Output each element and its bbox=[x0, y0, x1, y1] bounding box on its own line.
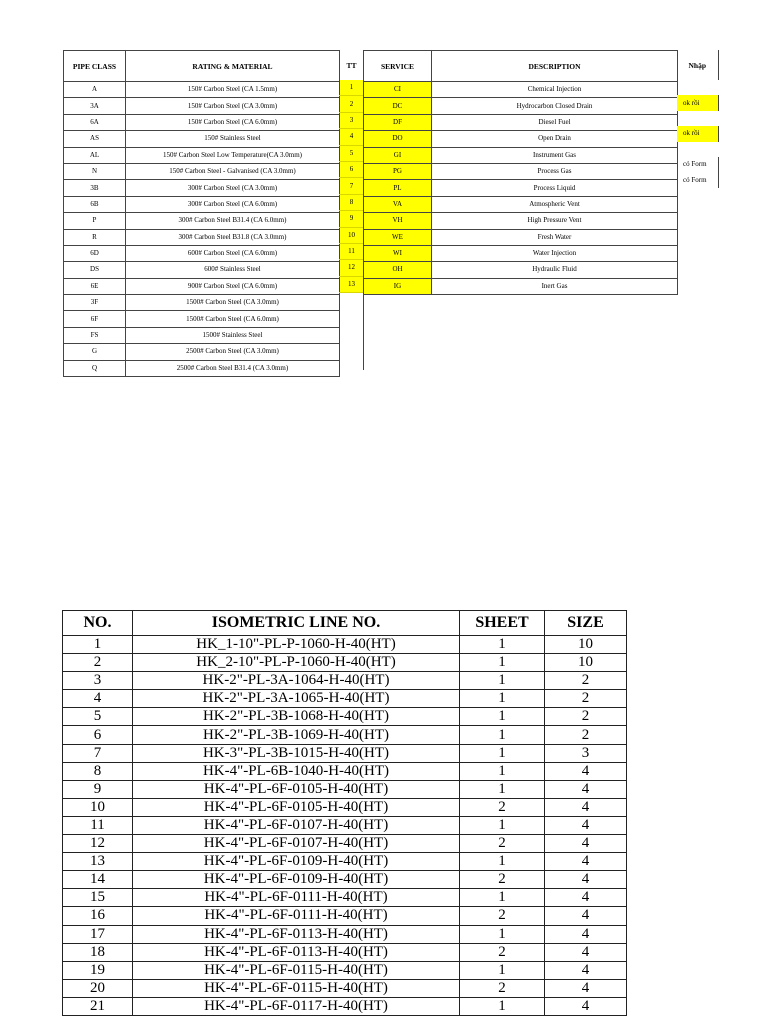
iso-size: 4 bbox=[545, 979, 627, 997]
iso-sheet: 2 bbox=[460, 907, 545, 925]
iso-sheet: 1 bbox=[460, 961, 545, 979]
iso-size: 4 bbox=[545, 780, 627, 798]
iso-sheet: 1 bbox=[460, 744, 545, 762]
iso-size: 4 bbox=[545, 762, 627, 780]
iso-no: 9 bbox=[63, 780, 133, 798]
service-description: Open Drain bbox=[432, 131, 678, 147]
iso-size: 2 bbox=[545, 672, 627, 690]
iso-size: 3 bbox=[545, 744, 627, 762]
iso-no: 2 bbox=[63, 654, 133, 672]
pipe-class-code: 3F bbox=[64, 295, 126, 311]
service-description: High Pressure Vent bbox=[432, 213, 678, 229]
header-rating-material: RATING & MATERIAL bbox=[126, 51, 340, 82]
header-description: DESCRIPTION bbox=[432, 51, 678, 82]
service-body bbox=[364, 82, 678, 295]
iso-row bbox=[63, 672, 627, 690]
iso-line-no: HK-4"-PL-6F-0113-H-40(HT) bbox=[133, 925, 460, 943]
iso-sheet: 1 bbox=[460, 853, 545, 871]
pipe-class-row bbox=[64, 278, 340, 294]
service-row bbox=[364, 131, 678, 147]
pipe-class-code: A bbox=[64, 82, 126, 98]
iso-size: 4 bbox=[545, 943, 627, 961]
tt-number: 11 bbox=[340, 243, 364, 259]
nhap-status bbox=[677, 188, 718, 203]
iso-size: 4 bbox=[545, 889, 627, 907]
iso-line-no: HK-4"-PL-6F-0105-H-40(HT) bbox=[133, 798, 460, 816]
pipe-rating-material: 150# Carbon Steel - Galvanised (CA 3.0mm) bbox=[126, 163, 340, 179]
service-code: DF bbox=[364, 114, 432, 130]
iso-line-no: HK-4"-PL-6F-0107-H-40(HT) bbox=[133, 835, 460, 853]
iso-line-no: HK-4"-PL-6F-0111-H-40(HT) bbox=[133, 889, 460, 907]
service-code: OH bbox=[364, 262, 432, 278]
nhap-status: có Form bbox=[677, 157, 718, 172]
tt-number: 10 bbox=[340, 227, 364, 243]
service-description: Hydrocarbon Closed Drain bbox=[432, 98, 678, 114]
iso-size: 4 bbox=[545, 961, 627, 979]
iso-no: 5 bbox=[63, 708, 133, 726]
pipe-rating-material: 150# Carbon Steel (CA 3.0mm) bbox=[126, 98, 340, 114]
service-code: WE bbox=[364, 229, 432, 245]
tt-row bbox=[340, 227, 364, 243]
iso-sheet: 1 bbox=[460, 726, 545, 744]
tt-row bbox=[340, 129, 364, 145]
iso-no: 6 bbox=[63, 726, 133, 744]
service-row bbox=[364, 163, 678, 179]
tt-number: 12 bbox=[340, 260, 364, 276]
iso-row bbox=[63, 654, 627, 672]
tt-number: 5 bbox=[340, 145, 364, 161]
iso-row bbox=[63, 798, 627, 816]
tt-body bbox=[340, 80, 364, 370]
pipe-class-row bbox=[64, 360, 340, 376]
iso-line-no: HK_2-10"-PL-P-1060-H-40(HT) bbox=[133, 654, 460, 672]
iso-no: 18 bbox=[63, 943, 133, 961]
pipe-class-code: 6E bbox=[64, 278, 126, 294]
header-pipe-class: PIPE CLASS bbox=[64, 51, 126, 82]
iso-sheet: 1 bbox=[460, 997, 545, 1015]
nhap-row bbox=[677, 249, 718, 264]
iso-size: 4 bbox=[545, 816, 627, 834]
pipe-class-row bbox=[64, 213, 340, 229]
nhap-table bbox=[677, 50, 719, 280]
tt-number: 9 bbox=[340, 211, 364, 227]
service-description: Hydraulic Fluid bbox=[432, 262, 678, 278]
service-description: Water Injection bbox=[432, 245, 678, 261]
iso-row bbox=[63, 816, 627, 834]
service-description: Fresh Water bbox=[432, 229, 678, 245]
header-no: NO. bbox=[63, 611, 133, 636]
service-description: Instrument Gas bbox=[432, 147, 678, 163]
iso-no: 4 bbox=[63, 690, 133, 708]
nhap-row bbox=[677, 126, 718, 141]
iso-body bbox=[63, 636, 627, 1016]
service-description: Atmospheric Vent bbox=[432, 196, 678, 212]
nhap-row bbox=[677, 80, 718, 95]
tt-row bbox=[340, 211, 364, 227]
service-code: DC bbox=[364, 98, 432, 114]
iso-line-no: HK_1-10"-PL-P-1060-H-40(HT) bbox=[133, 636, 460, 654]
pipe-class-header-row bbox=[64, 51, 340, 82]
header-size: SIZE bbox=[545, 611, 627, 636]
pipe-class-row bbox=[64, 163, 340, 179]
pipe-rating-material: 150# Stainless Steel bbox=[126, 131, 340, 147]
iso-sheet: 1 bbox=[460, 654, 545, 672]
isometric-line-table bbox=[62, 610, 627, 1016]
iso-line-no: HK-3"-PL-3B-1015-H-40(HT) bbox=[133, 744, 460, 762]
pipe-class-code: AL bbox=[64, 147, 126, 163]
pipe-class-code: 3B bbox=[64, 180, 126, 196]
iso-sheet: 2 bbox=[460, 979, 545, 997]
iso-line-no: HK-4"-PL-6B-1040-H-40(HT) bbox=[133, 762, 460, 780]
iso-sheet: 1 bbox=[460, 780, 545, 798]
tt-row bbox=[340, 293, 364, 309]
iso-row bbox=[63, 708, 627, 726]
pipe-class-row bbox=[64, 131, 340, 147]
tt-number: 13 bbox=[340, 276, 364, 292]
iso-sheet: 1 bbox=[460, 889, 545, 907]
iso-row bbox=[63, 943, 627, 961]
iso-row bbox=[63, 997, 627, 1015]
iso-no: 17 bbox=[63, 925, 133, 943]
iso-sheet: 1 bbox=[460, 816, 545, 834]
iso-line-no: HK-2"-PL-3A-1065-H-40(HT) bbox=[133, 690, 460, 708]
iso-no: 19 bbox=[63, 961, 133, 979]
nhap-status bbox=[677, 219, 718, 234]
iso-no: 1 bbox=[63, 636, 133, 654]
pipe-rating-material: 300# Carbon Steel (CA 6.0mm) bbox=[126, 196, 340, 212]
iso-line-no: HK-2"-PL-3A-1064-H-40(HT) bbox=[133, 672, 460, 690]
nhap-status bbox=[677, 249, 718, 264]
iso-row bbox=[63, 961, 627, 979]
tt-number: 8 bbox=[340, 194, 364, 210]
pipe-rating-material: 1500# Carbon Steel (CA 6.0mm) bbox=[126, 311, 340, 327]
iso-size: 2 bbox=[545, 708, 627, 726]
iso-row bbox=[63, 636, 627, 654]
service-description: Chemical Injection bbox=[432, 82, 678, 98]
iso-sheet: 2 bbox=[460, 871, 545, 889]
iso-line-no: HK-4"-PL-6F-0109-H-40(HT) bbox=[133, 871, 460, 889]
pipe-rating-material: 300# Carbon Steel (CA 3.0mm) bbox=[126, 180, 340, 196]
tt-table bbox=[339, 50, 364, 370]
iso-no: 21 bbox=[63, 997, 133, 1015]
iso-no: 7 bbox=[63, 744, 133, 762]
pipe-class-code: DS bbox=[64, 262, 126, 278]
service-row bbox=[364, 213, 678, 229]
pipe-class-row bbox=[64, 98, 340, 114]
iso-sheet: 1 bbox=[460, 672, 545, 690]
service-description: Process Liquid bbox=[432, 180, 678, 196]
nhap-row bbox=[677, 95, 718, 110]
pipe-class-row bbox=[64, 114, 340, 130]
tt-row bbox=[340, 276, 364, 292]
nhap-body bbox=[677, 80, 718, 280]
header-service: SERVICE bbox=[364, 51, 432, 82]
tt-row bbox=[340, 145, 364, 161]
iso-size: 2 bbox=[545, 726, 627, 744]
iso-row bbox=[63, 690, 627, 708]
service-code: GI bbox=[364, 147, 432, 163]
iso-sheet: 1 bbox=[460, 690, 545, 708]
tt-header-row bbox=[340, 50, 364, 80]
iso-no: 10 bbox=[63, 798, 133, 816]
pipe-class-code: 6B bbox=[64, 196, 126, 212]
nhap-status: có Form bbox=[677, 172, 718, 187]
tt-empty-cell bbox=[340, 339, 364, 354]
nhap-row bbox=[677, 219, 718, 234]
iso-size: 4 bbox=[545, 925, 627, 943]
pipe-class-code: FS bbox=[64, 327, 126, 343]
iso-row bbox=[63, 979, 627, 997]
pipe-class-code: Q bbox=[64, 360, 126, 376]
iso-size: 2 bbox=[545, 690, 627, 708]
tt-number: 3 bbox=[340, 112, 364, 128]
pipe-rating-material: 150# Carbon Steel (CA 6.0mm) bbox=[126, 114, 340, 130]
pipe-class-row bbox=[64, 147, 340, 163]
tt-row bbox=[340, 178, 364, 194]
iso-size: 4 bbox=[545, 907, 627, 925]
iso-size: 10 bbox=[545, 654, 627, 672]
pipe-class-code: AS bbox=[64, 131, 126, 147]
iso-no: 8 bbox=[63, 762, 133, 780]
pipe-class-code: 6A bbox=[64, 114, 126, 130]
nhap-row bbox=[677, 203, 718, 218]
nhap-row bbox=[677, 265, 718, 280]
iso-size: 4 bbox=[545, 871, 627, 889]
iso-sheet: 2 bbox=[460, 798, 545, 816]
iso-line-no: HK-2"-PL-3B-1068-H-40(HT) bbox=[133, 708, 460, 726]
pipe-rating-material: 1500# Carbon Steel (CA 3.0mm) bbox=[126, 295, 340, 311]
service-code: CI bbox=[364, 82, 432, 98]
service-code: IG bbox=[364, 278, 432, 294]
nhap-status bbox=[677, 80, 718, 95]
pipe-class-code: G bbox=[64, 344, 126, 360]
tt-row bbox=[340, 308, 364, 323]
pipe-rating-material: 300# Carbon Steel B31.8 (CA 3.0mm) bbox=[126, 229, 340, 245]
pipe-rating-material: 1500# Stainless Steel bbox=[126, 327, 340, 343]
iso-sheet: 2 bbox=[460, 943, 545, 961]
pipe-class-row bbox=[64, 262, 340, 278]
pipe-rating-material: 2500# Carbon Steel (CA 3.0mm) bbox=[126, 344, 340, 360]
header-sheet: SHEET bbox=[460, 611, 545, 636]
tt-empty-cell bbox=[340, 355, 364, 370]
tt-row bbox=[340, 260, 364, 276]
iso-size: 4 bbox=[545, 853, 627, 871]
service-code: PL bbox=[364, 180, 432, 196]
service-row bbox=[364, 82, 678, 98]
pipe-class-code: 3A bbox=[64, 98, 126, 114]
tt-row bbox=[340, 243, 364, 259]
service-row bbox=[364, 245, 678, 261]
service-row bbox=[364, 147, 678, 163]
service-code: VA bbox=[364, 196, 432, 212]
pipe-rating-material: 600# Stainless Steel bbox=[126, 262, 340, 278]
nhap-status: ok rồi bbox=[677, 126, 718, 141]
header-nhap: Nhập bbox=[677, 50, 718, 80]
nhap-status bbox=[677, 111, 718, 126]
nhap-header-row bbox=[677, 50, 718, 80]
pipe-class-row bbox=[64, 196, 340, 212]
iso-row bbox=[63, 907, 627, 925]
service-row bbox=[364, 262, 678, 278]
nhap-status bbox=[677, 265, 718, 280]
tt-row bbox=[340, 324, 364, 339]
iso-row bbox=[63, 889, 627, 907]
service-description: Inert Gas bbox=[432, 278, 678, 294]
iso-header-row bbox=[63, 611, 627, 636]
iso-no: 20 bbox=[63, 979, 133, 997]
service-header-row bbox=[364, 51, 678, 82]
nhap-row bbox=[677, 188, 718, 203]
nhap-status bbox=[677, 203, 718, 218]
header-tt: TT bbox=[346, 60, 357, 70]
nhap-row bbox=[677, 157, 718, 172]
iso-sheet: 1 bbox=[460, 708, 545, 726]
service-row bbox=[364, 114, 678, 130]
header-isometric-line-no: ISOMETRIC LINE NO. bbox=[133, 611, 460, 636]
service-row bbox=[364, 229, 678, 245]
iso-line-no: HK-4"-PL-6F-0107-H-40(HT) bbox=[133, 816, 460, 834]
pipe-rating-material: 600# Carbon Steel (CA 6.0mm) bbox=[126, 245, 340, 261]
pipe-class-code: 6D bbox=[64, 245, 126, 261]
nhap-row bbox=[677, 111, 718, 126]
service-code: VH bbox=[364, 213, 432, 229]
service-description: Process Gas bbox=[432, 163, 678, 179]
pipe-class-row bbox=[64, 180, 340, 196]
iso-line-no: HK-4"-PL-6F-0109-H-40(HT) bbox=[133, 853, 460, 871]
pipe-rating-material: 300# Carbon Steel B31.4 (CA 6.0mm) bbox=[126, 213, 340, 229]
tt-row bbox=[340, 112, 364, 128]
tt-empty-cell bbox=[340, 308, 364, 323]
iso-no: 11 bbox=[63, 816, 133, 834]
iso-row bbox=[63, 925, 627, 943]
iso-no: 16 bbox=[63, 907, 133, 925]
iso-sheet: 1 bbox=[460, 636, 545, 654]
service-code: WI bbox=[364, 245, 432, 261]
pipe-class-row bbox=[64, 229, 340, 245]
iso-no: 15 bbox=[63, 889, 133, 907]
iso-row bbox=[63, 871, 627, 889]
tt-number: 1 bbox=[340, 80, 364, 96]
iso-no: 14 bbox=[63, 871, 133, 889]
iso-row bbox=[63, 780, 627, 798]
pipe-class-row bbox=[64, 311, 340, 327]
tt-row bbox=[340, 80, 364, 96]
tt-empty-cell bbox=[340, 293, 364, 309]
iso-sheet: 1 bbox=[460, 762, 545, 780]
service-row bbox=[364, 98, 678, 114]
iso-size: 4 bbox=[545, 997, 627, 1015]
iso-row bbox=[63, 726, 627, 744]
tt-row bbox=[340, 355, 364, 370]
iso-size: 10 bbox=[545, 636, 627, 654]
iso-no: 12 bbox=[63, 835, 133, 853]
tt-row bbox=[340, 194, 364, 210]
iso-line-no: HK-4"-PL-6F-0117-H-40(HT) bbox=[133, 997, 460, 1015]
nhap-row bbox=[677, 234, 718, 249]
iso-row bbox=[63, 744, 627, 762]
pipe-class-code: 6F bbox=[64, 311, 126, 327]
pipe-class-row bbox=[64, 344, 340, 360]
service-row bbox=[364, 196, 678, 212]
nhap-row bbox=[677, 142, 718, 157]
service-table bbox=[363, 50, 678, 295]
tt-number: 7 bbox=[340, 178, 364, 194]
pipe-rating-material: 2500# Carbon Steel B31.4 (CA 3.0mm) bbox=[126, 360, 340, 376]
pipe-class-body bbox=[64, 82, 340, 377]
iso-line-no: HK-4"-PL-6F-0111-H-40(HT) bbox=[133, 907, 460, 925]
tt-empty-cell bbox=[340, 324, 364, 339]
iso-size: 4 bbox=[545, 835, 627, 853]
pipe-rating-material: 150# Carbon Steel Low Temperature(CA 3.0mm) bbox=[126, 147, 340, 163]
nhap-status bbox=[677, 142, 718, 157]
service-description: Diesel Fuel bbox=[432, 114, 678, 130]
iso-sheet: 1 bbox=[460, 925, 545, 943]
iso-row bbox=[63, 853, 627, 871]
pipe-rating-material: 150# Carbon Steel (CA 1.5mm) bbox=[126, 82, 340, 98]
pipe-rating-material: 900# Carbon Steel (CA 6.0mm) bbox=[126, 278, 340, 294]
nhap-row bbox=[677, 172, 718, 187]
tt-number: 6 bbox=[340, 161, 364, 177]
pipe-class-row bbox=[64, 327, 340, 343]
iso-line-no: HK-2"-PL-3B-1069-H-40(HT) bbox=[133, 726, 460, 744]
iso-line-no: HK-4"-PL-6F-0105-H-40(HT) bbox=[133, 780, 460, 798]
iso-sheet: 2 bbox=[460, 835, 545, 853]
tt-row bbox=[340, 161, 364, 177]
pipe-class-table bbox=[63, 50, 340, 377]
pipe-class-code: N bbox=[64, 163, 126, 179]
iso-line-no: HK-4"-PL-6F-0115-H-40(HT) bbox=[133, 961, 460, 979]
nhap-status bbox=[677, 234, 718, 249]
iso-size: 4 bbox=[545, 798, 627, 816]
tt-number: 2 bbox=[340, 96, 364, 112]
pipe-class-row bbox=[64, 82, 340, 98]
pipe-class-row bbox=[64, 295, 340, 311]
service-row bbox=[364, 278, 678, 294]
iso-line-no: HK-4"-PL-6F-0115-H-40(HT) bbox=[133, 979, 460, 997]
service-code: DO bbox=[364, 131, 432, 147]
tt-number: 4 bbox=[340, 129, 364, 145]
iso-no: 13 bbox=[63, 853, 133, 871]
iso-row bbox=[63, 835, 627, 853]
nhap-status: ok rồi bbox=[677, 95, 718, 110]
iso-row bbox=[63, 762, 627, 780]
pipe-class-code: P bbox=[64, 213, 126, 229]
iso-no: 3 bbox=[63, 672, 133, 690]
tt-row bbox=[340, 96, 364, 112]
service-row bbox=[364, 180, 678, 196]
iso-line-no: HK-4"-PL-6F-0113-H-40(HT) bbox=[133, 943, 460, 961]
pipe-class-row bbox=[64, 245, 340, 261]
tt-row bbox=[340, 339, 364, 354]
service-code: PG bbox=[364, 163, 432, 179]
pipe-class-code: R bbox=[64, 229, 126, 245]
